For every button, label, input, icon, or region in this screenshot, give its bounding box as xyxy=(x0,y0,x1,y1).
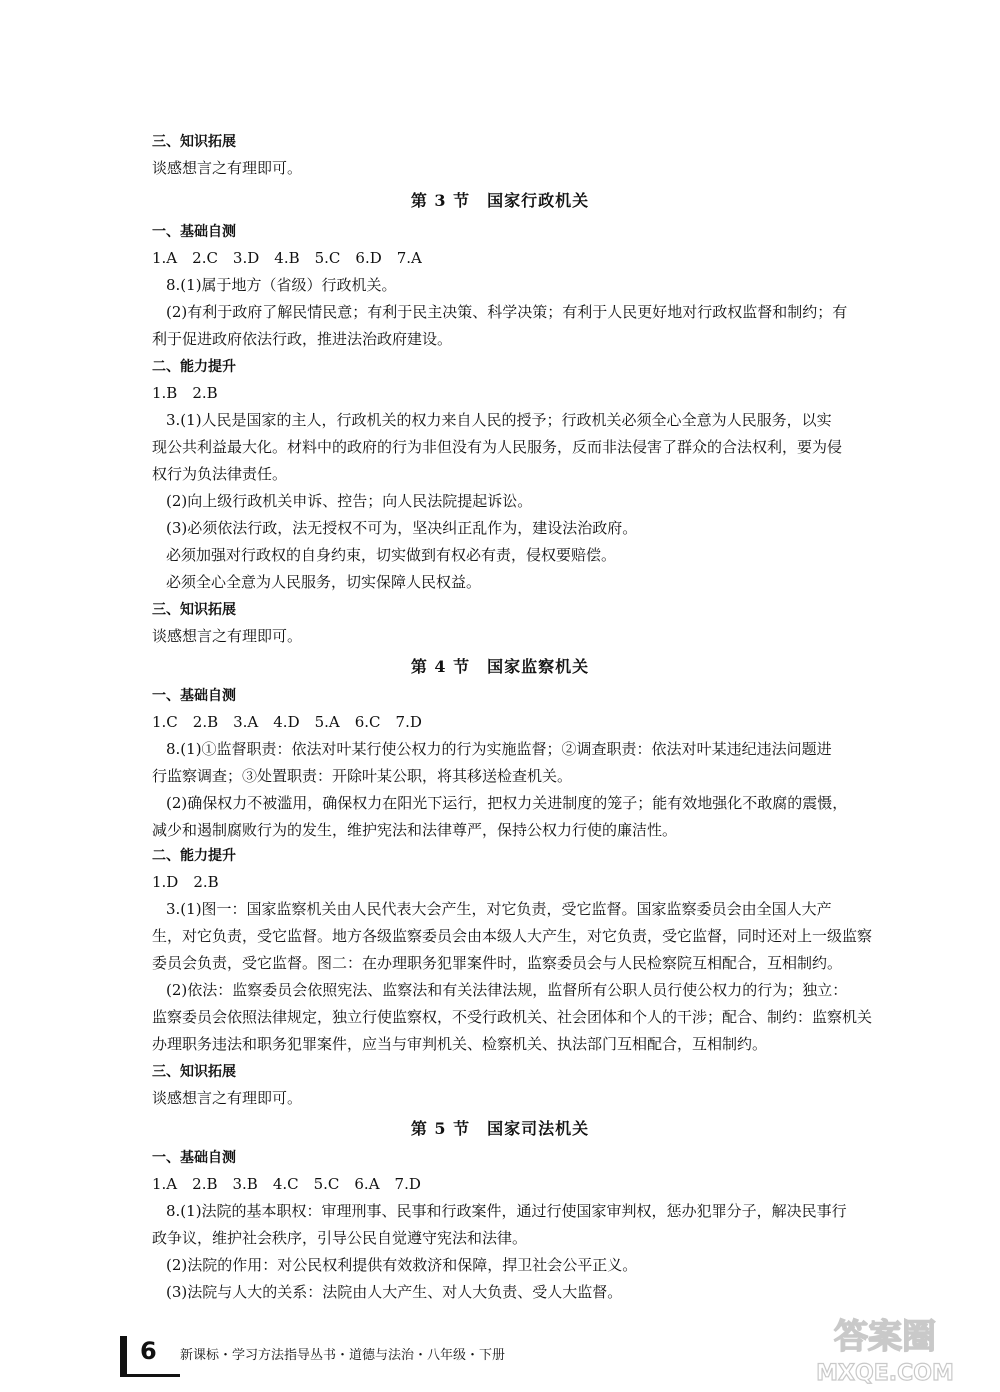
answer-line: 生，对它负责，受它监督。地方各级监察委员会由本级人大产生，对它负责，受它监督，同时还对上一级监察 xyxy=(152,927,873,945)
footer-rule xyxy=(120,1374,180,1377)
page-number: 6 xyxy=(140,1337,157,1365)
section-title: 第 4 节 国家监察机关 xyxy=(410,657,590,676)
answer-line: 8.(1)属于地方（省级）行政机关。 xyxy=(166,276,397,294)
answer-line: (3)必须依法行政，法无授权不可为，坚决纠正乱作为，建设法治政府。 xyxy=(166,519,638,537)
answer-line: (2)确保权力不被滥用，确保权力在阳光下运行，把权力关进制度的笼子；能有效地强化不敢腐的震慑， xyxy=(166,794,848,812)
answer-line: (2)向上级行政机关申诉、控告；向人民法院提起诉讼。 xyxy=(166,492,533,510)
subsection-heading: 二、能力提升 xyxy=(152,359,236,375)
answer-line: 行监察调查；③处置职责：开除叶某公职，将其移送检查机关。 xyxy=(152,767,573,785)
answer-line: (2)法院的作用：对公民权利提供有效救济和保障，捍卫社会公平正义。 xyxy=(166,1256,638,1274)
answer-line: 谈感想言之有理即可。 xyxy=(152,627,303,645)
footer-bar xyxy=(120,1336,127,1376)
answer-line: 3.(1)人民是国家的主人，行政机关的权力来自人民的授予；行政机关必须全心全意为人民服务，以实 xyxy=(166,411,832,429)
subsection-heading: 一、基础自测 xyxy=(152,224,236,240)
answer-line: 1.B 2.B xyxy=(152,384,218,402)
section-title: 第 3 节 国家行政机关 xyxy=(410,191,590,210)
subsection-heading: 一、基础自测 xyxy=(152,688,236,704)
answer-line: 委员会负责，受它监督。图二：在办理职务犯罪案件时，监察委员会与人民检察院互相配合，互相制约。 xyxy=(152,954,843,972)
answer-line: 现公共利益最大化。材料中的政府的行为非但没有为人民服务，反而非法侵害了群众的合法权利，要为侵 xyxy=(152,438,843,456)
subsection-heading: 二、能力提升 xyxy=(152,848,236,864)
answer-line: 办理职务违法和职务犯罪案件，应当与审判机关、检察机关、执法部门互相配合，互相制约。 xyxy=(152,1035,768,1053)
answer-line: 权行为负法律责任。 xyxy=(152,465,288,483)
answer-line: 必须加强对行政权的自身约束，切实做到有权必有责，侵权要赔偿。 xyxy=(166,546,617,564)
subsection-heading: 三、知识拓展 xyxy=(152,1064,236,1080)
answer-line: 8.(1)法院的基本职权：审理刑事、民事和行政案件，通过行使国家审判权，惩办犯罪分子，解决民事行 xyxy=(166,1202,847,1220)
watermark-text-bottom: MXQE.COM xyxy=(816,1361,954,1386)
answer-line: 必须全心全意为人民服务，切实保障人民权益。 xyxy=(166,573,482,591)
answer-line: 1.A 2.C 3.D 4.B 5.C 6.D 7.A xyxy=(152,249,422,267)
answer-line: 减少和遏制腐败行为的发生，维护宪法和法律尊严，保持公权力行使的廉洁性。 xyxy=(152,821,678,839)
subsection-heading: 一、基础自测 xyxy=(152,1150,236,1166)
answer-line: 利于促进政府依法行政，推进法治政府建设。 xyxy=(152,330,453,348)
answer-line: 谈感想言之有理即可。 xyxy=(152,1089,303,1107)
answer-line: 谈感想言之有理即可。 xyxy=(152,159,303,177)
answer-line: 3.(1)图一：国家监察机关由人民代表大会产生，对它负责，受它监督。国家监察委员会由全国人大产 xyxy=(166,900,832,918)
watermark-text-top: 答案圈 xyxy=(834,1317,936,1357)
answer-line: (2)依法：监察委员会依照宪法、监察法和有关法律法规，监督所有公职人员行使公权力的行为；独立： xyxy=(166,981,848,999)
answer-line: 8.(1)①监督职责：依法对叶某行使公权力的行为实施监督；②调查职责：依法对叶某违纪违法问题进 xyxy=(166,740,832,758)
subsection-heading: 三、知识拓展 xyxy=(152,602,236,618)
section-title: 第 5 节 国家司法机关 xyxy=(410,1119,590,1138)
answer-line: 1.A 2.B 3.B 4.C 5.C 6.A 7.D xyxy=(152,1175,421,1193)
subsection-heading: 三、知识拓展 xyxy=(152,134,236,150)
answer-line: 1.D 2.B xyxy=(152,873,219,891)
answer-line: 政争议，维护社会秩序，引导公民自觉遵守宪法和法律。 xyxy=(152,1229,528,1247)
watermark-logo xyxy=(790,1310,980,1386)
answer-line: (2)有利于政府了解民情民意；有利于民主决策、科学决策；有利于人民更好地对行政权监督和制约；有 xyxy=(166,303,848,321)
answer-line: (3)法院与人大的关系：法院由人大产生、对人大负责、受人大监督。 xyxy=(166,1283,623,1301)
answer-line: 1.C 2.B 3.A 4.D 5.A 6.C 7.D xyxy=(152,713,422,731)
answer-line: 监察委员会依照法律规定，独立行使监察权，不受行政机关、社会团体和个人的干涉；配合、制约：监察机关 xyxy=(152,1008,873,1026)
footer-series-title: 新课标・学习方法指导丛书・道德与法治・八年级・下册 xyxy=(180,1348,506,1363)
